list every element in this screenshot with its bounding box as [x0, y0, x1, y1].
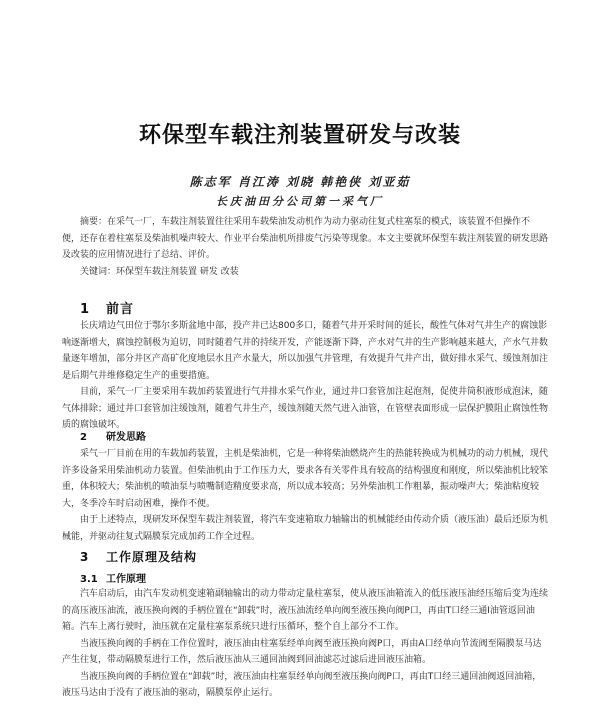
section-number: 2	[80, 432, 87, 443]
subsection-3-1-body	[62, 586, 548, 702]
author-list: 陈志军 肖江涛 刘晓 韩艳侠 刘亚茹	[189, 175, 411, 189]
abstract-text: 在采气一厂，车载注剂装置往往采用车载柴油发动机作为动力驱动往复式柱塞泵的模式，该装置不但操作不便，还存在着柱塞泵及柴油机噪声较大、作业平台柴油机所排废气污染等现象。本文主要就环保型车载注剂装置的研发思路及改装的应用情况进行了总结、评价。	[62, 217, 549, 260]
paragraph: 由于上述特点，现研发环保型车载注剂装置，将汽车变速箱取力轴输出的机械能经由传动介质（液压油）最后还原为机械能，并驱动往复式隔膜泵完成加药工作全过程。	[62, 515, 549, 542]
section-heading-3	[80, 548, 197, 565]
keywords	[80, 264, 566, 281]
abstract	[62, 214, 548, 264]
subsection-heading-3-1	[80, 570, 146, 585]
section-number: 3.1	[80, 574, 98, 585]
section-heading-1	[80, 298, 134, 317]
section-number: 3	[80, 550, 90, 564]
section-title: 工作原理及结构	[106, 550, 198, 564]
paragraph: 汽车启动后，由汽车发动机变速箱副轴输出的动力带动定量柱塞泵，使从液压油箱流入的低压液压油经压缩后变为连续的高压液压油流，液压换向阀的手柄位置在“卸载”时，液压油流经单向阀至液压换向阀P口，再由T口经三通Ⅰ油管返回油箱。汽车上离行驶时，油压就在定量柱塞泵系统只进行压循环，整个自上部分不工作。	[62, 589, 549, 632]
section-1-body	[62, 318, 548, 434]
section-2-body	[62, 446, 548, 545]
author-affiliation: 长庆油田分公司第一采气厂	[216, 195, 384, 208]
section-number: 1	[80, 302, 91, 317]
keywords-text: 环保型车载注剂装置 研发 改装	[116, 267, 239, 277]
section-title: 工作原理	[106, 574, 146, 585]
paragraph: 目前，采气一厂主要采用车载加药装置进行气井排水采气作业，通过井口套管加注起泡剂，促使井筒积液形成泡沫，随气体排除；通过井口套管加注缓蚀剂，随着气井生产，缓蚀剂随天然气进入油管，在管壁表面形成一层保护膜阻止腐蚀性物质的腐蚀破坏。	[62, 387, 549, 430]
section-title: 前言	[106, 302, 135, 317]
section-title: 研发思路	[106, 432, 146, 443]
paragraph: 采气一厂目前在用的车载加药装置，主机是柴油机，它是一种将柴油燃烧产生的热能转换成为机械功的动力机械，现代许多设备采用柴油机动力装置。但柴油机由于工作压力大，要求各有关零件具有较高的结构强度和刚度，所以柴油机比较笨重，体积较大；柴油机的喷油泵与喷嘴制造精度要求高，所以成本较高；另外柴油机工作粗暴，振动噪声大；柴油粘度较大，冬季冷车时启动困难，操作不便。	[62, 449, 549, 509]
paper-title: 环保型车载注剂装置研发与改装	[138, 123, 461, 148]
abstract-label: 摘要：	[80, 217, 108, 227]
keywords-label: 关键词：	[80, 267, 117, 277]
section-heading-2	[80, 428, 146, 443]
paragraph: 长庆靖边气田位于鄂尔多斯盆地中部，投产井已达800多口，随着气井开采时间的延长，酸性气体对气井生产的腐蚀影响逐渐增大，腐蚀控制极为迫切，同时随着气井的持续开发，产能逐渐下降，产水对气井的生产影响越来越大，产水气井数量逐年增加，部分井区产高矿化度地层水且产水量大，所以加强气井管理，有效提升气井产出，做好排水采气、缓蚀剂加注是后期气井维修稳定生产的重要措施。	[62, 321, 549, 381]
paragraph: 当液压换向阀的手柄在工作位置时，液压油由柱塞泵经单向阀至液压换向阀P口，再由A口经单向节流阀至隔膜泵马达产生往复，带动隔膜泵进行工作，然后液压油从三通回油阀到回油滤芯过滤后进回液压油箱。	[62, 638, 542, 665]
paragraph: 当液压换向阀的手柄位置在“卸载”时，液压油由柱塞泵经单向阀至液压换向阀P口，再由T口经三通回油阀返回油箱，液压马达由于没有了液压油的驱动，隔膜泵停止运行。	[62, 671, 542, 698]
